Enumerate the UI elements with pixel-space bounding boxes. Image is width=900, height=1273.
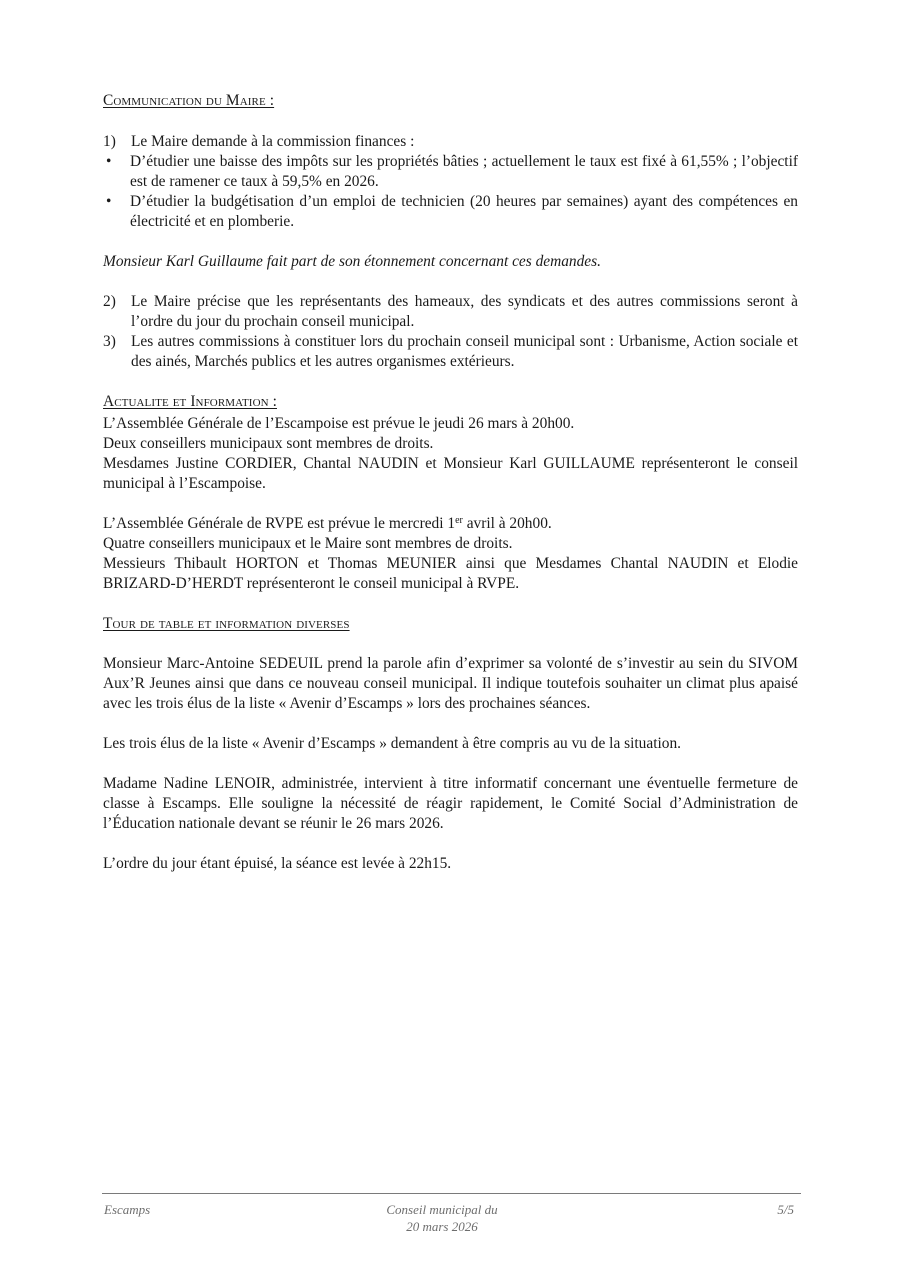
item-number: 2) bbox=[103, 293, 116, 310]
paragraph: Monsieur Marc-Antoine SEDEUIL prend la parole afin d’exprimer sa volonté de s’investir au sein du SIVOM Aux’R Jeunes ainsi que dans ce nouveau conseil municipal. Il indique toutefois souhaiter un climat plus apaisé avec les trois élus de la liste « Avenir d’Escamps » lors des prochaines séances. bbox=[103, 655, 798, 712]
paragraph-line: Mesdames Justine CORDIER, Chantal NAUDIN et Monsieur Karl GUILLAUME représenteront le conseil municipal à l’Escampoise. bbox=[103, 455, 798, 492]
footer-left: Escamps bbox=[104, 1202, 151, 1217]
numbered-item-2 bbox=[103, 292, 798, 332]
item-text: Les autres commissions à constituer lors du prochain conseil municipal sont : Urbanisme, Action sociale et des ainés, Marchés publics et les autres organismes extérieurs. bbox=[131, 333, 798, 370]
item-number: 1) bbox=[103, 133, 116, 150]
bullet-icon: • bbox=[106, 193, 112, 210]
italic-note: Monsieur Karl Guillaume fait part de son étonnement concernant ces demandes. bbox=[103, 253, 601, 270]
footer-center-line: 20 mars 2026 bbox=[406, 1219, 478, 1234]
text-fragment: L’Assemblée Générale de RVPE est prévue le mercredi 1 bbox=[103, 515, 456, 532]
page-body bbox=[103, 91, 798, 874]
numbered-item-3 bbox=[103, 332, 798, 372]
item-number: 3) bbox=[103, 333, 116, 350]
footer-center-line: Conseil municipal du bbox=[386, 1202, 498, 1217]
heading-actualite: Actualite et Information : bbox=[103, 393, 277, 410]
paragraph: Madame Nadine LENOIR, administrée, intervient à titre informatif concernant une éventuelle fermeture de classe à Escamps. Elle souligne la nécessité de réagir rapidement, le Comité Social d’Administration de l’Éducation nationale devant se réunir le 26 mars 2026. bbox=[103, 775, 798, 832]
item-text: Le Maire précise que les représentants des hameaux, des syndicats et des autres commissions seront à l’ordre du jour du prochain conseil municipal. bbox=[131, 293, 798, 330]
heading-tour-de-table: Tour de table et information diverses bbox=[103, 615, 350, 632]
item-text: Le Maire demande à la commission finances : bbox=[131, 133, 415, 150]
bullet-text: D’étudier une baisse des impôts sur les propriétés bâties ; actuellement le taux est fixé à 61,55% ; l’objectif est de ramener ce taux à 59,5% en 2026. bbox=[130, 153, 798, 190]
footer-center bbox=[342, 1201, 542, 1235]
text-fragment: avril à 20h00. bbox=[462, 515, 552, 532]
paragraph-line bbox=[103, 514, 798, 534]
paragraph-line: Quatre conseillers municipaux et le Maire sont membres de droits. bbox=[103, 535, 513, 552]
superscript: er bbox=[455, 515, 463, 526]
page-number: 5/5 bbox=[777, 1202, 794, 1217]
paragraph-line: Messieurs Thibault HORTON et Thomas MEUNIER ainsi que Mesdames Chantal NAUDIN et Elodie BRIZARD-D’HERDT représenteront le conseil municipal à RVPE. bbox=[103, 555, 798, 592]
bullet-item-1 bbox=[103, 152, 798, 192]
paragraph: Les trois élus de la liste « Avenir d’Escamps » demandent à être compris au vu de la situation. bbox=[103, 735, 681, 752]
paragraph-line: L’Assemblée Générale de l’Escampoise est prévue le jeudi 26 mars à 20h00. bbox=[103, 415, 575, 432]
footer-divider bbox=[102, 1193, 801, 1194]
bullet-text: D’étudier la budgétisation d’un emploi de technicien (20 heures par semaines) ayant des compétences en électricité et en plomberie. bbox=[130, 193, 798, 230]
bullet-item-2 bbox=[103, 192, 798, 232]
heading-communication: Communication du Maire : bbox=[103, 92, 275, 109]
paragraph-line: Deux conseillers municipaux sont membres de droits. bbox=[103, 435, 434, 452]
bullet-icon: • bbox=[106, 153, 112, 170]
paragraph: L’ordre du jour étant épuisé, la séance est levée à 22h15. bbox=[103, 855, 452, 872]
numbered-item-1 bbox=[103, 132, 798, 152]
